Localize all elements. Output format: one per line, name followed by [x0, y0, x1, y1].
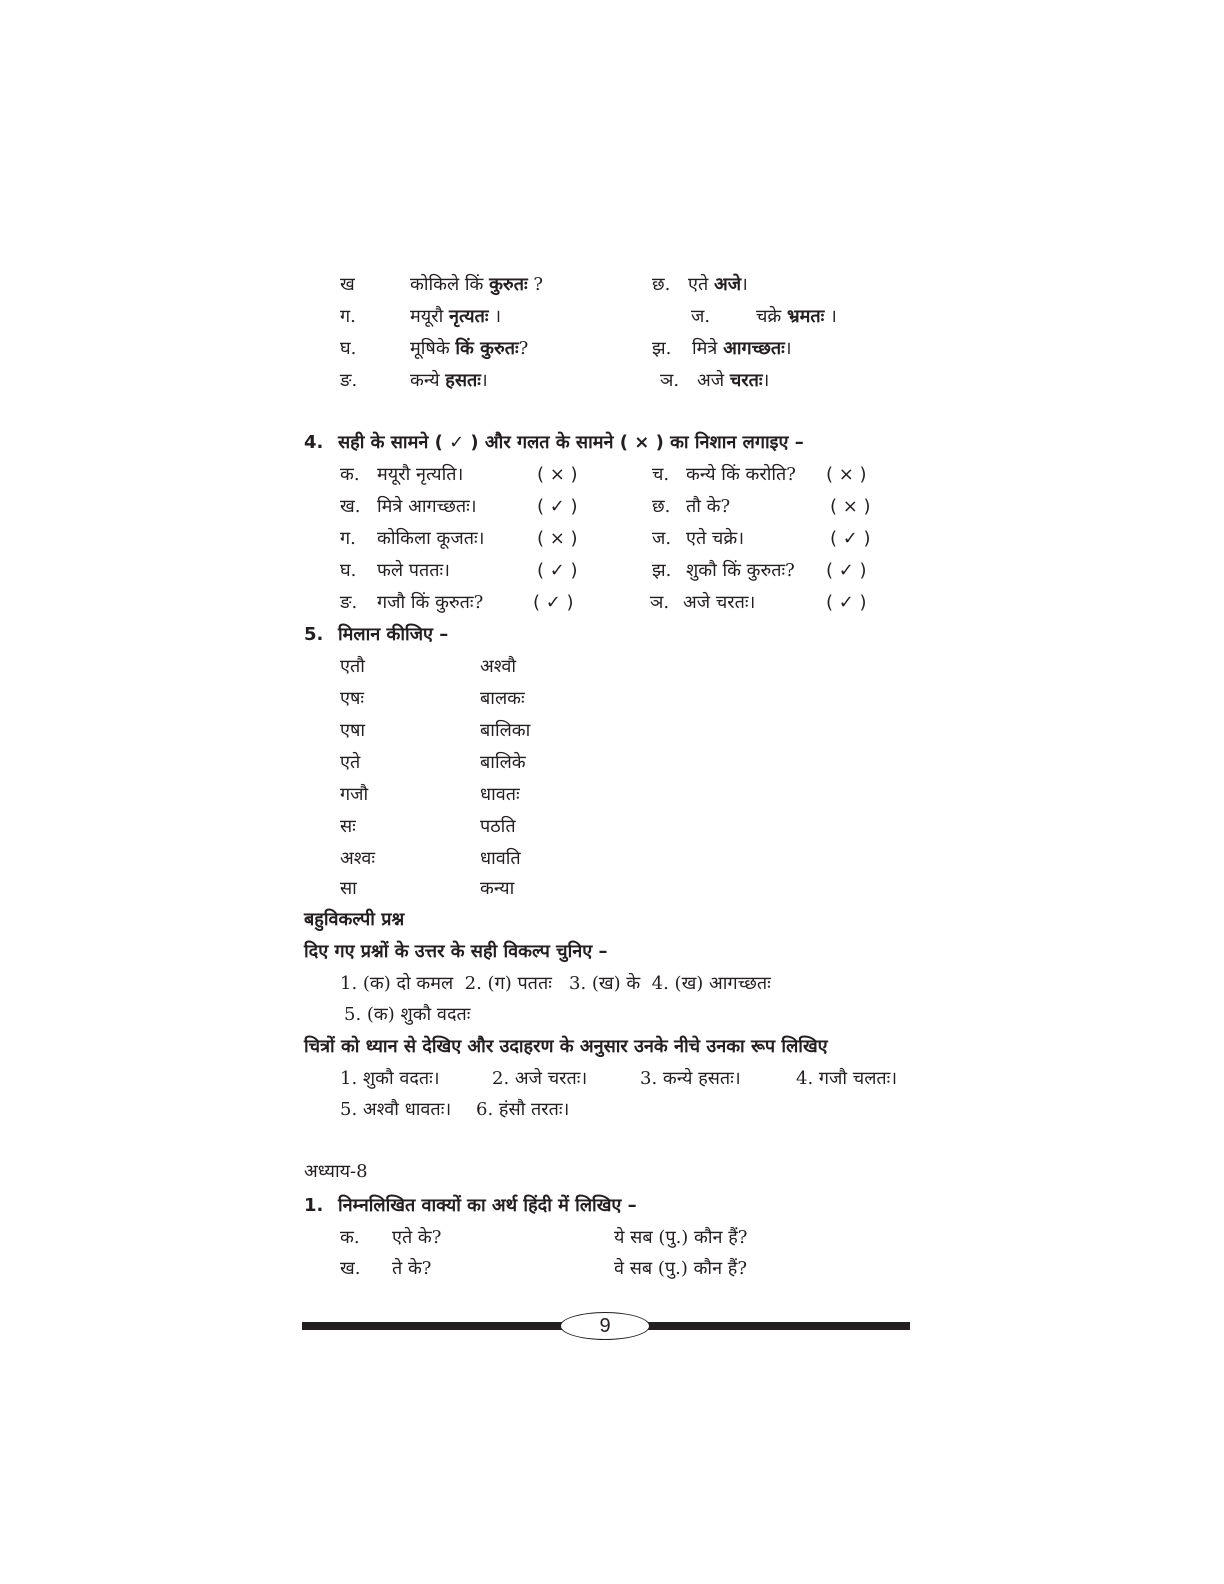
item-label: ग.	[340, 306, 356, 327]
answer-item: 2. अजे चरतः।	[492, 1068, 588, 1089]
match-right: धावतः	[480, 784, 520, 805]
answer-mark: ( ✓ )	[533, 592, 574, 613]
answer-mark: ( × )	[537, 528, 578, 549]
item-label: ङ.	[340, 592, 358, 613]
sentence: मूषिके किं कुरुतः?	[410, 338, 529, 359]
sentence: तौ के?	[686, 496, 731, 517]
sentence: एते अजे।	[688, 274, 748, 295]
match-left: सः	[340, 816, 356, 837]
sentence: कोकिले किं कुरुतः ?	[410, 274, 543, 295]
answer-mark: ( × )	[537, 464, 578, 485]
hindi-meaning: वे सब (पु.) कौन हैं?	[614, 1258, 748, 1279]
match-left: गजौ	[340, 784, 369, 805]
answer-mark: ( ✓ )	[537, 560, 578, 581]
item-label: ग.	[340, 528, 356, 549]
answer-item: 4. गजौ चलतः।	[796, 1068, 898, 1089]
match-left: एषा	[340, 720, 366, 741]
question-number: 5.	[304, 624, 324, 645]
match-left: अश्वः	[340, 848, 376, 869]
item-label: छ.	[652, 274, 671, 295]
hindi-meaning: ये सब (पु.) कौन हैं?	[614, 1227, 748, 1248]
answer-mark: ( ✓ )	[537, 496, 578, 517]
section-instruction: चित्रों को ध्यान से देखिए और उदाहरण के अनुसार उनके नीचे उनका रूप लिखिए	[304, 1036, 828, 1057]
question-number: 4.	[304, 432, 324, 453]
match-right: पठति	[480, 816, 516, 837]
question-heading: निम्नलिखित वाक्यों का अर्थ हिंदी में लिखिए –	[338, 1195, 637, 1216]
item-label: छ.	[652, 496, 671, 517]
section-title: बहुविकल्पी प्रश्न	[304, 909, 405, 930]
match-right: कन्या	[480, 878, 515, 899]
answer-mark: ( ✓ )	[826, 592, 867, 613]
item-label: झ.	[652, 338, 672, 359]
match-left: एतौ	[340, 656, 365, 677]
item-label: ख.	[340, 1258, 361, 1279]
sentence: एते चक्रे।	[686, 528, 745, 549]
item-label: ञ.	[660, 370, 680, 391]
match-right: धावति	[480, 848, 521, 869]
match-right: बालिके	[480, 752, 526, 773]
match-right: बालिका	[480, 720, 531, 741]
item-label: ङ.	[340, 370, 358, 391]
sentence: चक्रे भ्रमतः ।	[756, 306, 837, 327]
answer-mark: ( × )	[830, 496, 871, 517]
sanskrit-sentence: एते के?	[392, 1227, 442, 1248]
sentence: कन्ये किं करोति?	[686, 464, 796, 485]
sanskrit-sentence: ते के?	[392, 1258, 432, 1279]
item-label: घ.	[340, 338, 357, 359]
item-label: क.	[340, 1227, 360, 1248]
match-right: बालकः	[480, 688, 525, 709]
sentence: मित्रे आगच्छतः।	[377, 496, 477, 517]
answer-item: 3. कन्ये हसतः।	[640, 1068, 741, 1089]
match-right: अश्वौ	[480, 656, 517, 677]
footer-rule-right	[648, 1322, 910, 1330]
sentence: मयूरौ नृत्यतः ।	[410, 306, 502, 327]
item-label: च.	[652, 464, 670, 485]
question-heading: सही के सामने ( ✓ ) और गलत के सामने ( × ) का निशान लगाइए –	[338, 432, 804, 453]
chapter-title: अध्याय-8	[304, 1161, 368, 1182]
answer-mark: ( × )	[826, 464, 867, 485]
answer-item: 1. शुकौ वदतः।	[340, 1068, 440, 1089]
sentence: अजे चरतः।	[683, 592, 756, 613]
match-left: सा	[340, 878, 357, 899]
question-number: 1.	[304, 1195, 324, 1216]
answer-mark: ( ✓ )	[826, 560, 867, 581]
item-label: ञ.	[650, 592, 670, 613]
item-label: ज.	[691, 306, 711, 327]
sentence: अजे चरतः।	[697, 370, 770, 391]
sentence: कन्ये हसतः।	[410, 370, 488, 391]
answer-item: 5. अश्वौ धावतः।	[340, 1099, 452, 1120]
item-label: ज.	[652, 528, 672, 549]
answer-line: 5. (क) शुकौ वदतः	[344, 1004, 471, 1025]
section-instruction: दिए गए प्रश्नों के उत्तर के सही विकल्प चुनिए –	[304, 941, 608, 962]
page-number: 9	[560, 1312, 650, 1340]
item-label: झ.	[652, 560, 672, 581]
match-left: एते	[340, 752, 361, 773]
item-label: क.	[340, 464, 360, 485]
match-left: एषः	[340, 688, 364, 709]
sentence: मयूरौ नृत्यति।	[377, 464, 464, 485]
sentence: फले पततः।	[377, 560, 451, 581]
question-heading: मिलान कीजिए –	[338, 624, 449, 645]
item-label: ख	[340, 274, 355, 295]
item-label: ख.	[340, 496, 361, 517]
answer-line: 1. (क) दो कमल 2. (ग) पततः 3. (ख) के 4. (ख) आगच्छतः	[340, 973, 771, 994]
sentence: शुकौ किं कुरुतः?	[686, 560, 795, 581]
footer-rule-left	[302, 1322, 562, 1330]
item-label: घ.	[340, 560, 357, 581]
sentence: मित्रे आगच्छतः।	[692, 338, 792, 359]
answer-item: 6. हंसौ तरतः।	[476, 1099, 570, 1120]
answer-mark: ( ✓ )	[830, 528, 871, 549]
sentence: कोकिला कूजतः।	[377, 528, 485, 549]
sentence: गजौ किं कुरुतः?	[377, 592, 484, 613]
